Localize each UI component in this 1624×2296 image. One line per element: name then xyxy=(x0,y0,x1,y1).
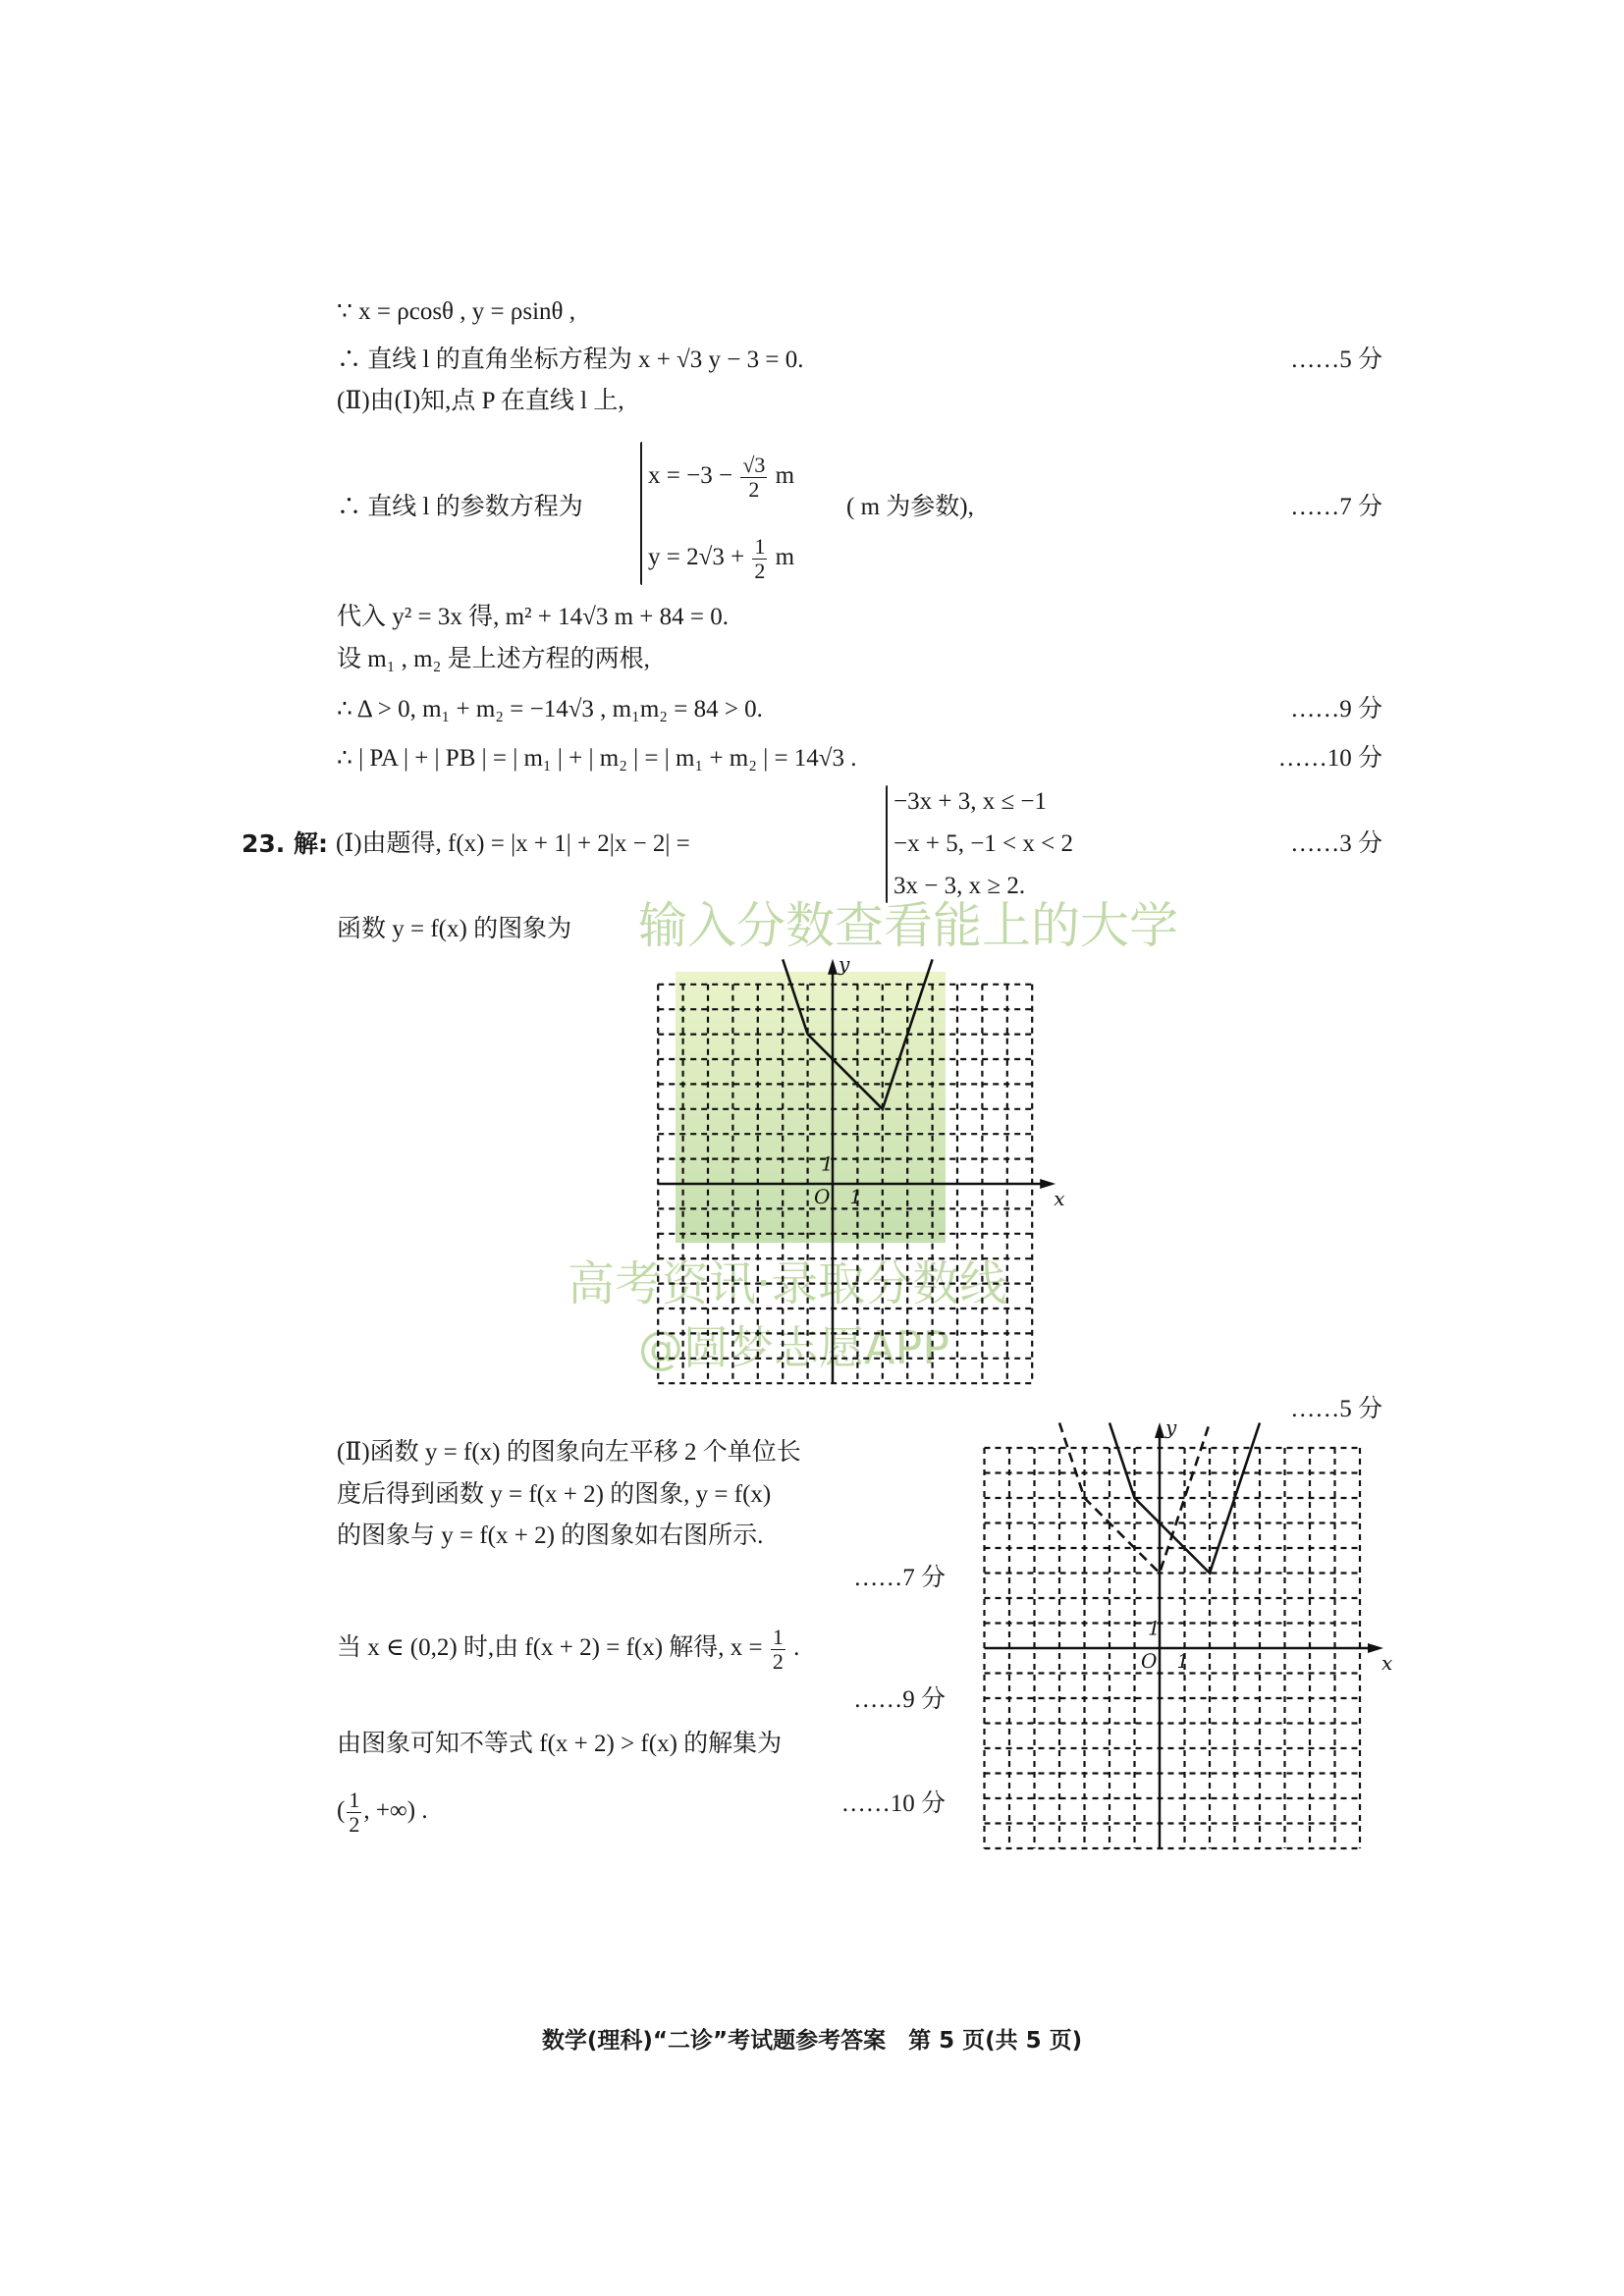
case-2: −x + 5, −1 < x < 2 xyxy=(893,830,1073,857)
score-mark: ……5 分 xyxy=(1290,1396,1382,1422)
denominator: 2 xyxy=(772,1649,784,1674)
y-tick-label: 1 xyxy=(821,1151,834,1176)
text: x = −3 − xyxy=(648,462,733,490)
score-mark: ……5 分 xyxy=(1290,347,1382,373)
score-mark: ……9 分 xyxy=(853,1686,946,1713)
score-mark: ……3 分 xyxy=(1290,830,1382,857)
q23-function-def: (Ⅰ)由题得, f(x) = |x + 1| + 2|x − 2| = xyxy=(336,830,690,857)
score-mark: ……9 分 xyxy=(1290,696,1382,722)
x-tick-label: 1 xyxy=(849,1185,863,1208)
inequality-line: 由图象可知不等式 f(x + 2) > f(x) 的解集为 xyxy=(337,1731,783,1757)
origin-label: O xyxy=(814,1185,831,1208)
line-part2-intro: (Ⅱ)由(Ⅰ)知,点 P 在直线 l 上, xyxy=(337,388,624,414)
line-vieta: ∴ Δ > 0, m₁ + m₂ = −14√3 , m₁m₂ = 84 > 0. xyxy=(337,696,763,722)
y-axis-label: y xyxy=(1165,1415,1177,1439)
x-axis-label: x xyxy=(1054,1187,1065,1210)
text: . xyxy=(793,1634,800,1662)
y-axis-arrow-icon xyxy=(828,959,838,975)
question-23-label: 23. 解: xyxy=(242,829,328,858)
text: m xyxy=(775,462,795,490)
line-substitute: 代入 y² = 3x 得, m² + 14√3 m + 84 = 0. xyxy=(337,604,729,630)
part2-line: 的图象与 y = f(x + 2) 的图象如右图所示. xyxy=(337,1522,764,1549)
param-suffix: ( m 为参数), xyxy=(846,494,974,520)
watermark-text: 高考资讯·录取分数线 xyxy=(568,1256,1007,1311)
y-axis-label: y xyxy=(839,951,850,976)
score-mark: ……10 分 xyxy=(840,1790,946,1817)
line-result: ∴ | PA | + | PB | = | m₁ | + | m₂ | = | m₁ + m₂ | = 14√3 . xyxy=(337,745,857,772)
numerator: 1 xyxy=(754,534,766,559)
numerator: 1 xyxy=(772,1625,784,1649)
case-3: 3x − 3, x ≥ 2. xyxy=(893,873,1026,899)
origin-label: O xyxy=(1141,1649,1158,1673)
case-1: −3x + 3, x ≤ −1 xyxy=(893,788,1048,815)
solve-line xyxy=(337,1626,799,1674)
part2-line: (Ⅱ)函数 y = f(x) 的图象向左平移 2 个单位长 xyxy=(337,1439,801,1466)
denominator: 2 xyxy=(748,477,760,502)
graph-intro: 函数 y = f(x) 的图象为 xyxy=(337,916,572,942)
denominator: 2 xyxy=(349,1812,360,1837)
text: 当 x ∈ (0,2) 时,由 f(x + 2) = f(x) 解得, x = xyxy=(337,1634,763,1662)
watermark-text: 输入分数查看能上的大学 xyxy=(638,897,1178,954)
x-tick-label: 1 xyxy=(1176,1649,1190,1673)
page-footer: 数学(理科)“二诊”考试题参考答案 第 5 页(共 5 页) xyxy=(541,2028,1083,2054)
fraction xyxy=(347,1789,361,1837)
numerator: 1 xyxy=(349,1788,360,1812)
text: , +∞) . xyxy=(363,1797,428,1825)
score-mark: ……7 分 xyxy=(853,1565,946,1591)
y-tick-label: 1 xyxy=(1148,1616,1161,1640)
denominator: 2 xyxy=(754,559,766,583)
line-cartesian-equation: ∴ 直线 l 的直角坐标方程为 x + √3 y − 3 = 0. xyxy=(337,347,804,373)
param-prefix: ∴ 直线 l 的参数方程为 xyxy=(337,494,583,520)
text: y = 2√3 + xyxy=(648,544,745,571)
numerator: √3 xyxy=(742,453,766,477)
x-axis-label: x xyxy=(1381,1651,1393,1675)
watermark-text: @圆梦志愿APP xyxy=(638,1321,949,1374)
score-mark: ……7 分 xyxy=(1290,494,1382,520)
part2-line: 度后得到函数 y = f(x + 2) 的图象, y = f(x) xyxy=(337,1481,772,1508)
y-axis-arrow-icon xyxy=(1155,1422,1164,1438)
answer-line xyxy=(337,1789,428,1837)
line-polar-conversion: ∵ x = ρcosθ , y = ρsinθ , xyxy=(337,298,576,325)
fraction xyxy=(771,1626,785,1674)
text: m xyxy=(775,544,795,571)
score-mark: ……10 分 xyxy=(1277,745,1382,772)
text: ( xyxy=(337,1797,346,1825)
line-roots: 设 m₁ , m₂ 是上述方程的两根, xyxy=(337,646,650,672)
